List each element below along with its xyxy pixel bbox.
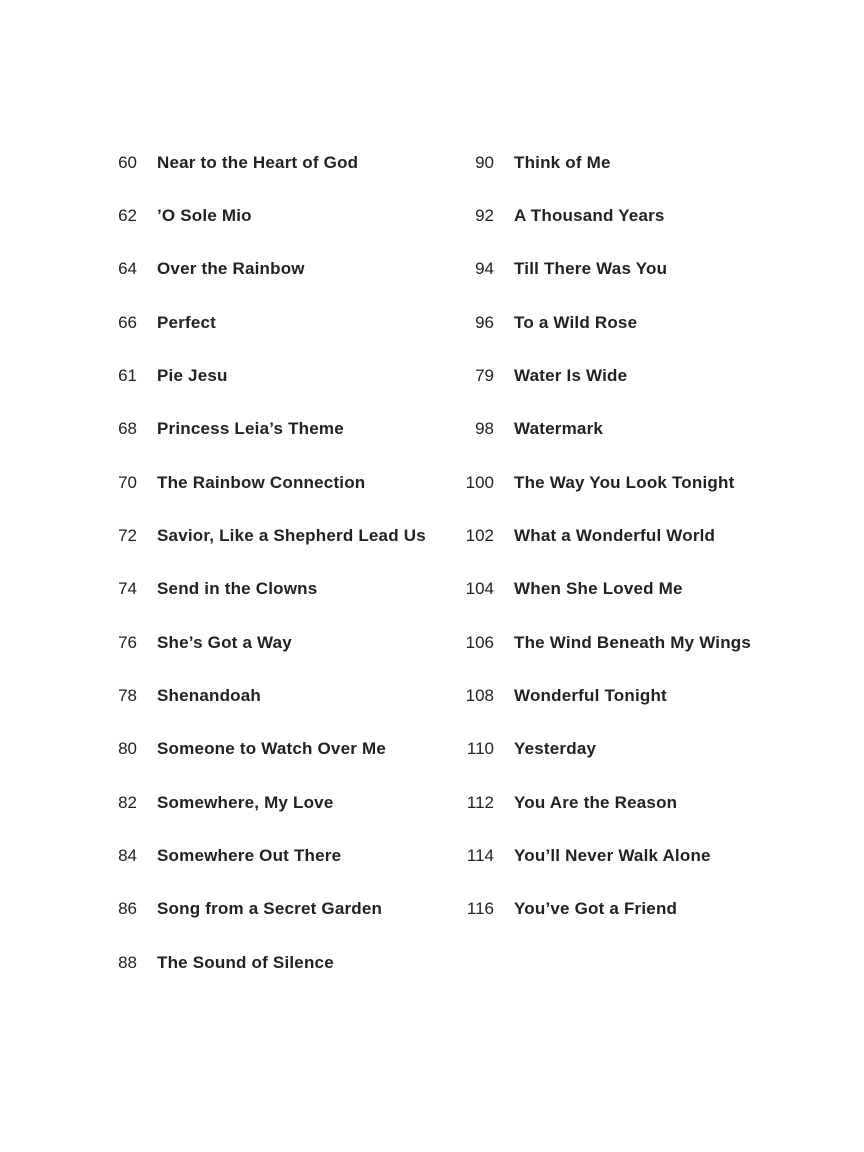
- toc-song-title: To a Wild Rose: [514, 312, 638, 332]
- toc-song-title: Shenandoah: [157, 685, 262, 705]
- toc-song-title: Till There Was You: [514, 259, 668, 279]
- toc-page-number: 62: [118, 205, 137, 225]
- toc-song-title: The Sound of Silence: [157, 952, 334, 972]
- toc-entry: [100, 883, 426, 936]
- toc-entry: [100, 189, 426, 242]
- toc-song-title: Wonderful Tonight: [514, 685, 667, 705]
- toc-entry: [100, 403, 426, 456]
- toc-song-title: Near to the Heart of God: [157, 152, 359, 172]
- toc-entry: [457, 403, 751, 456]
- toc-song-title: Send in the Clowns: [157, 579, 318, 599]
- toc-page-number: 64: [118, 259, 137, 279]
- toc-right-column: [457, 136, 751, 936]
- toc-song-title: Yesterday: [514, 739, 597, 759]
- toc-entry: [457, 563, 751, 616]
- toc-entry: [457, 136, 751, 189]
- toc-page-number: 110: [466, 739, 494, 759]
- toc-song-title: When She Loved Me: [514, 579, 683, 599]
- toc-page-number: 74: [118, 579, 137, 599]
- toc-song-title: Someone to Watch Over Me: [157, 739, 386, 759]
- toc-entry: [457, 509, 751, 562]
- toc-entry: [100, 829, 426, 882]
- toc-song-title: What a Wonderful World: [514, 525, 716, 545]
- toc-song-title: You’ve Got a Friend: [514, 899, 678, 919]
- toc-page-number: 92: [475, 205, 494, 225]
- toc-entry: [100, 456, 426, 509]
- toc-page-number: 80: [118, 739, 137, 759]
- toc-song-title: Song from a Secret Garden: [157, 899, 383, 919]
- toc-song-title: The Rainbow Connection: [157, 472, 366, 492]
- toc-page-number: 100: [465, 472, 494, 492]
- toc-page-number: 114: [466, 845, 494, 865]
- toc-entry: [100, 669, 426, 722]
- toc-page-number: 104: [465, 579, 494, 599]
- toc-page-number: 116: [466, 899, 494, 919]
- toc-left-column: [100, 136, 426, 989]
- toc-page-number: 60: [118, 152, 137, 172]
- toc-page-number: 76: [118, 632, 137, 652]
- toc-song-title: Somewhere Out There: [157, 845, 342, 865]
- toc-song-title: Water Is Wide: [514, 365, 628, 385]
- toc-page-number: 66: [118, 312, 137, 332]
- toc-entry: [457, 669, 751, 722]
- toc-song-title: The Wind Beneath My Wings: [514, 632, 752, 652]
- toc-song-title: Think of Me: [514, 152, 611, 172]
- toc-page-number: 70: [118, 472, 137, 492]
- toc-page-number: 68: [118, 419, 137, 439]
- toc-entry: [100, 243, 426, 296]
- toc-entry: [457, 723, 751, 776]
- toc-entry: [100, 616, 426, 669]
- toc-entry: [457, 456, 751, 509]
- toc-song-title: Over the Rainbow: [157, 259, 305, 279]
- toc-song-title: Watermark: [514, 419, 604, 439]
- toc-song-title: Savior, Like a Shepherd Lead Us: [157, 525, 426, 545]
- toc-song-title: Somewhere, My Love: [157, 792, 334, 812]
- toc-entry: [100, 296, 426, 349]
- toc-song-title: She’s Got a Way: [157, 632, 292, 652]
- toc-song-title: A Thousand Years: [514, 205, 665, 225]
- toc-page-number: 61: [118, 365, 137, 385]
- toc-song-title: The Way You Look Tonight: [514, 472, 735, 492]
- toc-page-number: 90: [475, 152, 494, 172]
- toc-entry: [457, 189, 751, 242]
- toc-page-number: 79: [475, 365, 494, 385]
- toc-song-title: You Are the Reason: [514, 792, 678, 812]
- toc-entry: [457, 243, 751, 296]
- toc-entry: [100, 136, 426, 189]
- toc-entry: [100, 349, 426, 402]
- toc-song-title: Perfect: [157, 312, 217, 332]
- toc-page-number: 98: [475, 419, 494, 439]
- toc-page-number: 102: [465, 525, 494, 545]
- toc-page-number: 108: [465, 685, 494, 705]
- toc-entry: [457, 349, 751, 402]
- toc-page-number: 106: [465, 632, 494, 652]
- toc-entry: [100, 936, 426, 989]
- toc-entry: [100, 509, 426, 562]
- toc-page-number: 86: [118, 899, 137, 919]
- toc-page-number: 112: [466, 792, 494, 812]
- toc-song-title: You’ll Never Walk Alone: [514, 845, 711, 865]
- toc-entry: [457, 616, 751, 669]
- toc-page-number: 72: [118, 525, 137, 545]
- toc-entry: [457, 883, 751, 936]
- toc-song-title: Princess Leia’s Theme: [157, 419, 344, 439]
- toc-page-number: 94: [475, 259, 494, 279]
- toc-song-title: Pie Jesu: [157, 365, 228, 385]
- toc-entry: [100, 563, 426, 616]
- toc-page-number: 96: [475, 312, 494, 332]
- toc-entry: [457, 296, 751, 349]
- toc-entry: [457, 829, 751, 882]
- toc-page-number: 82: [118, 792, 137, 812]
- toc-entry: [100, 723, 426, 776]
- toc-entry: [457, 776, 751, 829]
- toc-page-number: 78: [118, 685, 137, 705]
- toc-entry: [100, 776, 426, 829]
- toc-page-number: 84: [118, 845, 137, 865]
- toc-page-number: 88: [118, 952, 137, 972]
- toc-song-title: ’O Sole Mio: [157, 205, 252, 225]
